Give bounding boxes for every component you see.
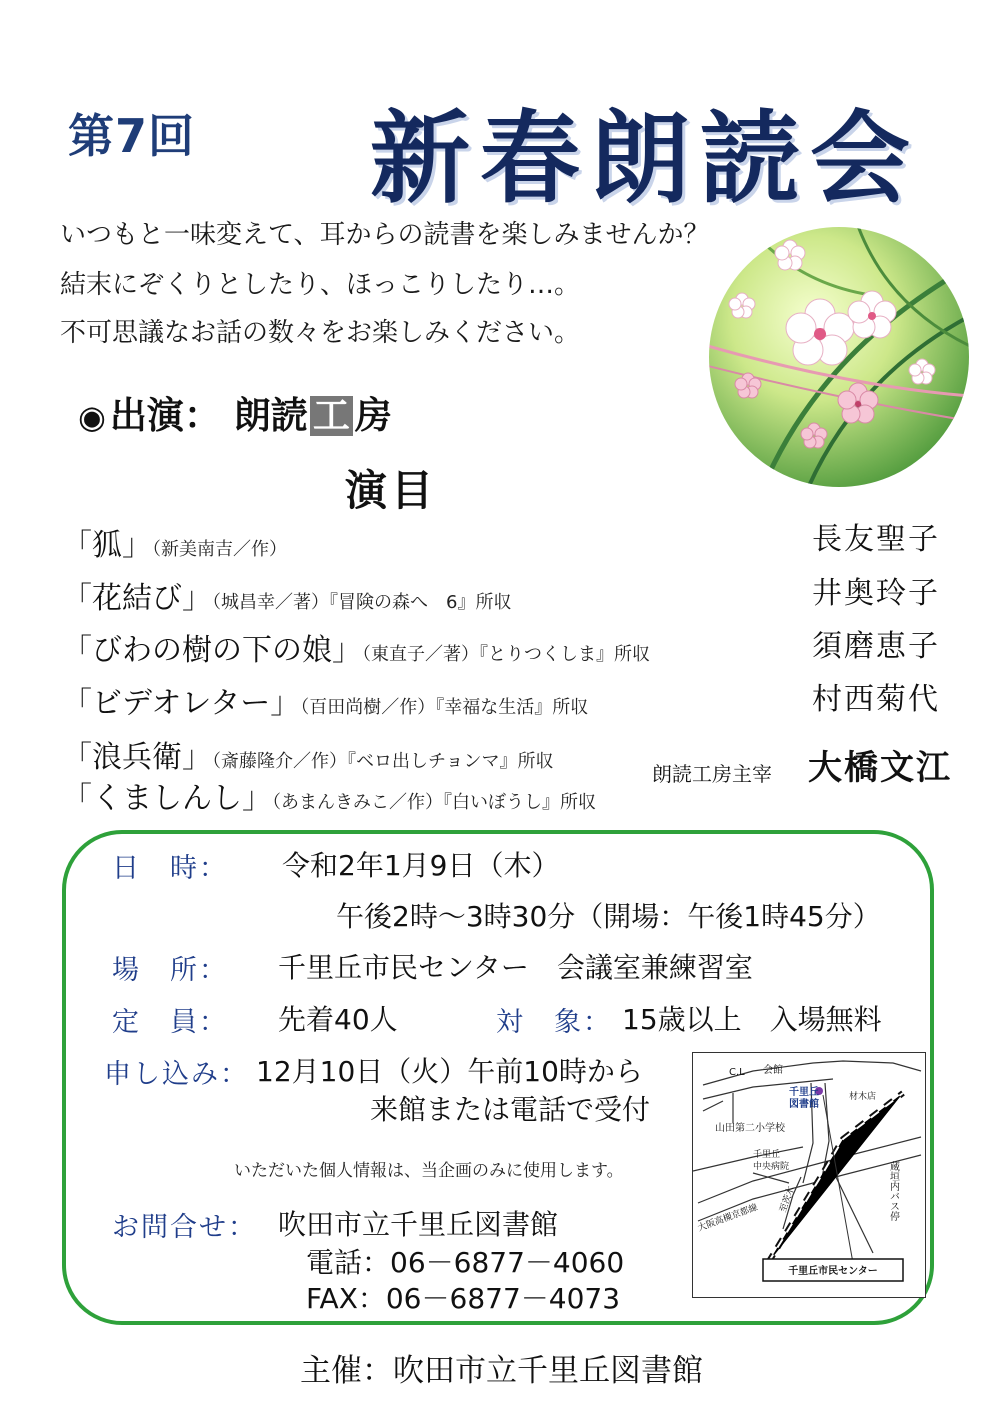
organizer: 主催：吹田市立千里丘図書館 [300, 1353, 703, 1389]
privacy-note: いただいた個人情報は、当企画のみに使用します。 [234, 1161, 624, 1181]
intro-line: 結末にぞくりとしたり、ほっこりしたり…。 [60, 270, 581, 300]
contact-label: お問合せ： [112, 1212, 257, 1243]
map-label: 大阪高槻京都線 [696, 1202, 760, 1234]
capacity-label: 定 員： [112, 1007, 228, 1038]
map-label: 山田第二小学校 [715, 1123, 785, 1134]
reader-name: 村西菊代 [812, 682, 940, 717]
event-capacity: 先着40人 [278, 1003, 398, 1036]
map-label: 至茨木 [778, 1185, 798, 1215]
target-label: 対 象： [496, 1007, 612, 1038]
reader-name: 井奥玲子 [812, 576, 940, 611]
map-label: 図書館 [789, 1099, 819, 1110]
program-heading: 演目 [345, 466, 438, 515]
map-label: 蔵垣内バス停 [887, 1161, 899, 1221]
event-place: 千里丘市民センター 会議室兼練習室 [278, 951, 753, 984]
map-label: 中央病院 [753, 1162, 790, 1172]
map-label: 千里丘 [753, 1150, 781, 1160]
program-item: 「花結び」（城昌幸／著）『冒険の森へ 6』所収 [62, 581, 512, 616]
map-label: 千里丘 [789, 1087, 819, 1098]
intro-line: いつもと一味変えて、耳からの読書を楽しみませんか？ [60, 220, 710, 250]
edition-label: 第7回 [68, 109, 196, 163]
map-label: 会館 [763, 1065, 783, 1076]
performer-line [78, 385, 392, 439]
leader-name: 大橋文江 [808, 748, 952, 788]
event-title: 新春朗読会 [370, 100, 920, 217]
plum-blossom-illustration [708, 226, 970, 488]
program-item: 「浪兵衛」（斎藤隆介／作）『ベロ出しチョンマ』所収 [62, 740, 554, 775]
performer-label: 出演： [109, 394, 221, 437]
bullet-icon: ◉ [78, 398, 106, 436]
reader-name: 須磨恵子 [812, 629, 940, 664]
map-label: 千里丘市民センター [788, 1266, 878, 1277]
program-item: 「くましんし」（あまんきみこ／作）『白いぼうし』所収 [62, 781, 596, 816]
contact-tel: 電話：06－6877－4060 [306, 1246, 625, 1279]
access-map [692, 1052, 926, 1298]
event-time: 午後2時～3時30分（開場：午後1時45分） [336, 900, 881, 933]
apply-method: 来館または電話で受付 [370, 1093, 651, 1126]
datetime-label: 日 時： [112, 853, 228, 884]
apply-label: 申し込み： [104, 1059, 249, 1090]
intro-line: 不可思議なお話の数々をお楽しみください。 [60, 318, 581, 348]
contact-fax: FAX：06－6877－4073 [306, 1282, 621, 1315]
performer-name: 朗読 工 房 [233, 394, 392, 437]
program-item: 「びわの樹の下の娘」（東直子／著）『とりつくしま』所収 [62, 633, 650, 668]
program-item: 「ビデオレター」（百田尚樹／作）『幸福な生活』所収 [62, 686, 589, 721]
apply-date: 12月10日（火）午前10時から [256, 1055, 643, 1088]
reader-name: 長友聖子 [812, 522, 940, 557]
event-target: 15歳以上 入場無料 [622, 1003, 882, 1036]
map-label: C.L [729, 1067, 745, 1078]
map-label: 材木店 [849, 1092, 877, 1102]
contact-name: 吹田市立千里丘図書館 [278, 1208, 559, 1241]
place-label: 場 所： [112, 955, 228, 986]
leader-role: 朗読工房主宰 [652, 762, 772, 786]
event-date: 令和2年1月9日（木） [282, 849, 560, 882]
program-item: 「狐」（新美南吉／作） [62, 528, 287, 563]
